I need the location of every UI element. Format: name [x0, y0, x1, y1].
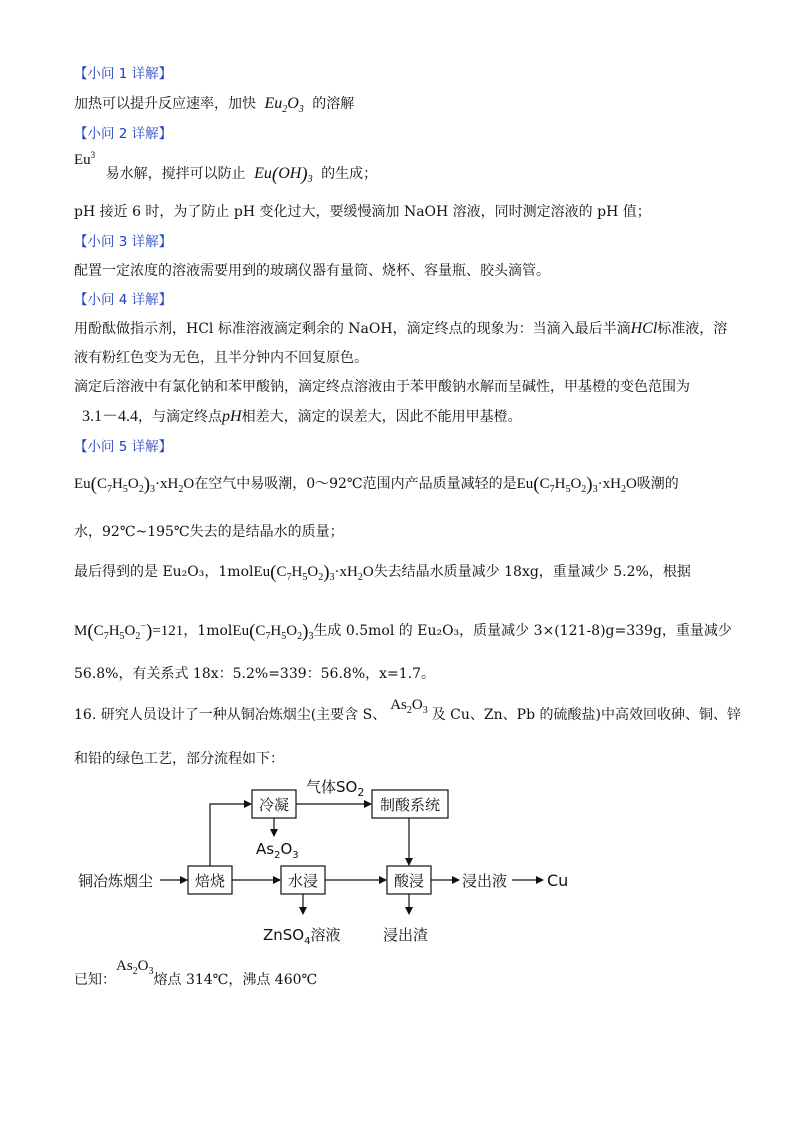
label-roast: 焙烧 — [195, 872, 226, 890]
label-leachate: 浸出液 — [462, 872, 508, 890]
q5-line3: 最后得到的是 Eu₂O₃，$1molEu(C_7H_5O_2)_3\cdot xH_2O$失去结晶水质量减少 18xg，重量减少 5.2%，根据 — [74, 562, 691, 583]
q4-line2: 液有粉红色变为无色，且半分钟内不回复原色。 — [74, 350, 368, 366]
q5-line5: 56.8%，有关系式 18x：5.2%=339：56.8%，x=1.7。 — [74, 666, 436, 682]
q4-heading: 【小问 4 详解】 — [74, 292, 173, 308]
q4-line1: 用酚酞做指示剂，HCl 标准溶液滴定剩余的 NaOH，滴定终点的现象为：当滴入最后半滴HCl标准液，溶 — [74, 320, 728, 337]
label-as2o3: $As_2O_3$ — [256, 840, 299, 861]
label-acid-leach: 酸浸 — [394, 872, 425, 890]
formula-eu-benzoate: $Eu(C_7H_5O_2)_3$ — [232, 621, 314, 642]
q4-line3: 滴定后溶液中有氯化钠和苯甲酸钠，滴定终点溶液由于苯甲酸钠水解而呈碱性，甲基橙的变色范围为 — [74, 379, 690, 395]
label-start: 铜冶炼烟尘 — [78, 872, 154, 890]
q1-text: 加热可以提升反应速率，加快 $Eu_2O_3$ 的溶解 — [74, 95, 355, 116]
label-gas-so2: 气体$SO_2$ — [306, 778, 365, 799]
q16-line1: 16. 研究人员设计了一种从铜冶炼烟尘(主要含 S、$As_2O_3$ 及 Cu、Zn、Pb 的硫酸盐)中高效回收砷、铜、锌 — [74, 697, 741, 723]
label-water-leach: 水浸 — [288, 872, 319, 890]
label-znso4: ZnSO$_4$溶液 — [263, 926, 341, 947]
formula-hcl: HCl — [630, 320, 658, 337]
q5-heading: 【小问 5 详解】 — [74, 439, 173, 455]
label-acid-system: 制酸系统 — [380, 796, 441, 814]
q1-heading: 【小问 1 详解】 — [74, 66, 173, 82]
formula-eu2o3: $Eu_2O_3$ — [260, 95, 304, 116]
formula-as2o3: $As_2O_3$ — [390, 697, 428, 716]
label-residue: 浸出渣 — [383, 926, 429, 944]
formula-eu3-ion: Eu$^3$ — [74, 150, 96, 168]
formula-eu-benzoate-hydrate: $Eu(C_7H_5O_2)_3\cdot xH_2O$ — [253, 562, 374, 583]
q16-line2: 和铅的绿色工艺，部分流程如下： — [74, 751, 284, 767]
q3-heading: 【小问 3 详解】 — [74, 234, 173, 250]
q2-line2: pH 接近 6 时，为了防止 pH 变化过大，要缓慢滴加 NaOH 溶液，同时测定溶液的 pH 值； — [74, 204, 651, 220]
q5-line1: $Eu(C_7H_5O_2)_3\cdot xH_2O$在空气中易吸潮，0～92℃范围内产品质量减轻的是$Eu(C_7H_5O_2)_3\cdot xH_2O$吸潮的 — [74, 474, 679, 495]
q3-text: 配置一定浓度的溶液需要用到的玻璃仪器有量筒、烧杯、容量瓶、胶头滴管。 — [74, 263, 550, 279]
formula-molar-mass: $M(C_7H_5O_2^-)$ — [74, 621, 153, 642]
q4-line4: 3.1－4.4，与滴定终点pH相差大，滴定的误差大，因此不能用甲基橙。 — [82, 408, 522, 425]
label-cool: 冷凝 — [259, 796, 290, 814]
q16-known: 已知：$As_2O_3$熔点 314℃，沸点 460℃ — [74, 958, 318, 988]
formula-as2o3: $As_2O_3$ — [116, 958, 154, 977]
formula-euoh3: $Eu(OH)_3$ — [250, 164, 313, 186]
q5-line4: $M(C_7H_5O_2^-)=121$，$1molEu(C_7H_5O_2)_3$生成 0.5mol 的 Eu₂O₃，质量减少 3×(121-8)g=339g，重量减少 — [74, 621, 732, 642]
formula-eu-benzoate-hydrate: $Eu(C_7H_5O_2)_3\cdot xH_2O$ — [74, 474, 195, 495]
label-cu: Cu — [547, 871, 569, 890]
process-flow-diagram — [0, 770, 800, 950]
q2-heading: 【小问 2 详解】 — [74, 126, 173, 142]
formula-eu-benzoate-hydrate: $Eu(C_7H_5O_2)_3\cdot xH_2O$ — [516, 474, 637, 495]
q5-line2: 水，92℃~195℃失去的是结晶水的质量； — [74, 524, 344, 540]
q2-text: Eu$^3$ 易水解，搅拌可以防止 $Eu(OH)_3$ 的生成； — [74, 150, 378, 186]
